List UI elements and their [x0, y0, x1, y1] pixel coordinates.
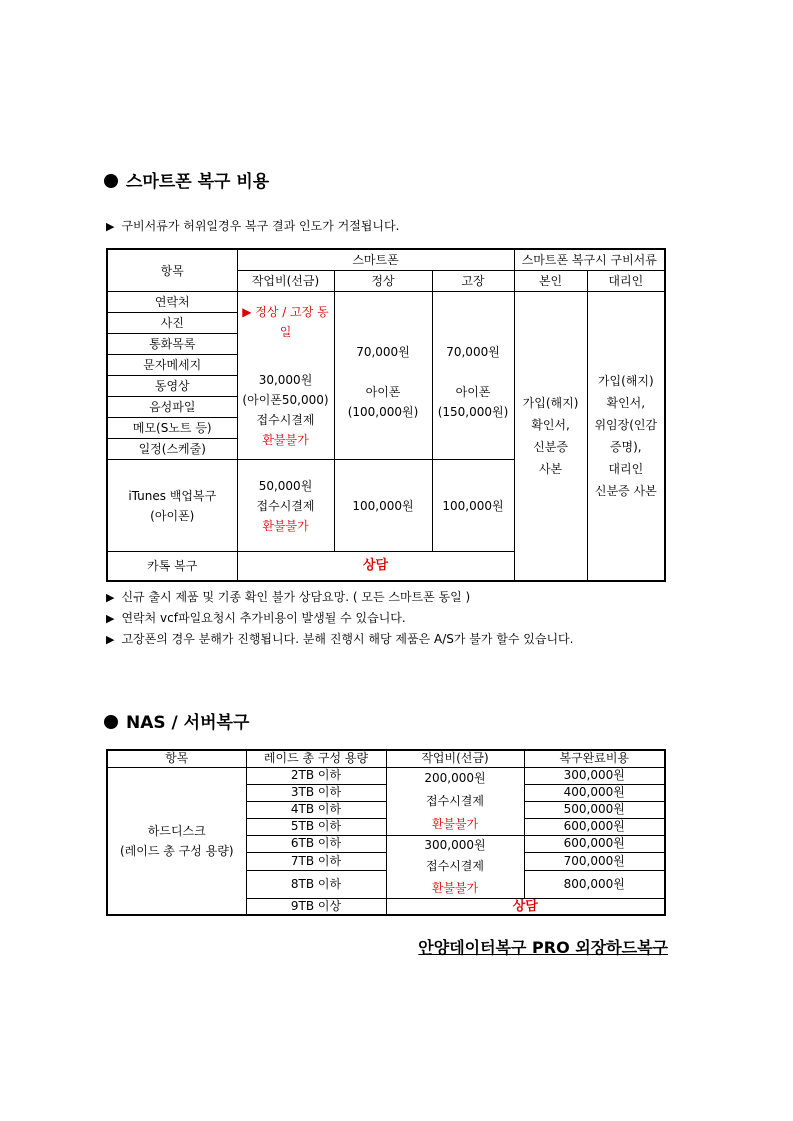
fee-group-2-norefund: 환불불가 — [431, 880, 479, 895]
fee-group-2-pay: 접수시결제 — [426, 858, 484, 873]
itunes-broken: 100,000원 — [432, 460, 514, 552]
capacity-5tb: 5TB 이하 — [246, 818, 386, 835]
capacity-9tb-value: 상담 — [386, 898, 665, 915]
agent-doc-line: 증명), — [609, 439, 642, 454]
nas-section-title: NAS / 서버복구 — [104, 713, 249, 733]
hdr-item: 항목 — [107, 249, 237, 292]
itunes-label: iTunes 백업복구 — [128, 488, 217, 503]
footer-title: 안양데이터복구 PRO 외장하드복구 — [418, 938, 668, 957]
smartphone-section-title: 스마트폰 복구 비용 — [104, 172, 269, 192]
sub-fee: 작업비(선금) — [237, 271, 334, 292]
fee-group-2-price: 300,000원 — [424, 837, 486, 852]
nas-cost-table — [106, 749, 666, 916]
broken-iphone-price: (150,000원) — [437, 404, 509, 419]
smartphone-note: ▶ 구비서류가 허위일경우 복구 결과 인도가 거절됩니다. — [106, 219, 400, 233]
bullet-dot-icon — [104, 174, 118, 188]
triangle-bullet-icon: ▶ — [106, 591, 115, 604]
fee-cell — [237, 292, 334, 460]
itunes-pay: 접수시결제 — [256, 498, 315, 513]
hdr-docs: 스마트폰 복구시 구비서류 — [514, 249, 665, 271]
item-photos: 사진 — [107, 313, 237, 334]
sub-broken: 고장 — [432, 271, 514, 292]
fee-iphone: (아이폰50,000) — [242, 392, 329, 407]
item-contacts: 연락처 — [107, 292, 237, 313]
itunes-normal: 100,000원 — [334, 460, 432, 552]
complete-2tb: 300,000원 — [524, 767, 665, 784]
fee-price: 30,000원 — [258, 372, 313, 387]
itunes-fee: 50,000원 — [258, 478, 313, 493]
fee-group-2 — [386, 835, 524, 898]
triangle-bullet-icon: ▶ — [106, 612, 115, 625]
nas-item-label: 하드디스크 — [147, 823, 206, 838]
nas-hdr-fee: 작업비(선금) — [386, 750, 524, 767]
sub-self: 본인 — [514, 271, 587, 292]
itunes-sub: (아이폰) — [150, 508, 195, 523]
capacity-8tb: 8TB 이하 — [246, 871, 386, 898]
capacity-2tb: 2TB 이하 — [246, 767, 386, 784]
fee-group-1-pay: 접수시결제 — [426, 794, 484, 808]
agent-doc-line: 신분증 사본 — [594, 483, 657, 498]
complete-7tb: 700,000원 — [524, 853, 665, 871]
bullet-dot-icon — [104, 715, 118, 729]
nas-hdr-capacity: 레이드 총 구성 용량 — [246, 750, 386, 767]
item-memo: 메모(S노트 등) — [107, 418, 237, 439]
normal-price: 70,000원 — [356, 344, 410, 359]
complete-8tb: 800,000원 — [524, 871, 665, 898]
fee-pay: 접수시결제 — [256, 412, 315, 427]
itunes-norefund: 환불불가 — [262, 518, 309, 533]
agent-doc-line: 가입(해지) — [597, 373, 654, 388]
fee-group-1 — [386, 767, 524, 835]
self-doc-line: 신분증 — [533, 439, 568, 454]
agent-doc-line: 대리인 — [608, 461, 644, 476]
complete-4tb: 500,000원 — [524, 801, 665, 818]
self-doc-line: 가입(해지) — [522, 395, 579, 410]
agent-doc-line: 위임장(인감 — [594, 417, 658, 432]
self-docs-cell — [514, 292, 587, 581]
capacity-4tb: 4TB 이하 — [246, 801, 386, 818]
complete-6tb: 600,000원 — [524, 835, 665, 853]
item-messages: 문자메세지 — [107, 355, 237, 376]
nas-item-cell — [107, 767, 246, 915]
kakao-label: 카톡 복구 — [107, 552, 237, 581]
hdr-smartphone: 스마트폰 — [237, 249, 514, 271]
fee-note: ▶ 정상 / 고장 동일 — [242, 304, 329, 339]
agent-doc-line: 확인서, — [606, 395, 646, 410]
fee-group-1-norefund: 환불불가 — [431, 817, 479, 831]
agent-docs-cell — [587, 292, 665, 581]
broken-cell — [432, 292, 514, 460]
broken-price: 70,000원 — [446, 344, 500, 359]
complete-3tb: 400,000원 — [524, 784, 665, 801]
normal-iphone-price: (100,000원) — [347, 404, 419, 419]
nas-hdr-complete: 복구완료비용 — [524, 750, 665, 767]
sub-agent: 대리인 — [587, 271, 665, 292]
item-voice: 음성파일 — [107, 397, 237, 418]
self-doc-line: 사본 — [538, 461, 563, 476]
kakao-value: 상담 — [237, 552, 514, 581]
item-call-log: 통화목록 — [107, 334, 237, 355]
broken-iphone-label: 아이폰 — [455, 384, 491, 399]
note-line-1: ▶ 신규 출시 제품 및 기종 확인 불가 상담요망. ( 모든 스마트폰 동일 ) — [106, 590, 471, 604]
triangle-bullet-icon: ▶ — [106, 220, 115, 233]
capacity-3tb: 3TB 이하 — [246, 784, 386, 801]
capacity-6tb: 6TB 이하 — [246, 835, 386, 853]
fee-group-1-price: 200,000원 — [424, 771, 486, 785]
itunes-item-cell — [107, 460, 237, 552]
capacity-9tb: 9TB 이상 — [246, 898, 386, 915]
complete-5tb: 600,000원 — [524, 818, 665, 835]
self-doc-line: 확인서, — [531, 417, 570, 432]
note-line-2: ▶ 연락처 vcf파일요청시 추가비용이 발생될 수 있습니다. — [106, 611, 406, 625]
triangle-bullet-icon: ▶ — [106, 633, 115, 646]
smartphone-cost-table — [106, 248, 666, 582]
note-line-3: ▶ 고장폰의 경우 분해가 진행됩니다. 분해 진행시 해당 제품은 A/S가 불가 할수 있습니다. — [106, 632, 574, 646]
normal-cell — [334, 292, 432, 460]
item-schedule: 일정(스케줄) — [107, 439, 237, 460]
itunes-fee-cell — [237, 460, 334, 552]
fee-norefund: 환불불가 — [262, 432, 309, 447]
sub-normal: 정상 — [334, 271, 432, 292]
item-video: 동영상 — [107, 376, 237, 397]
nas-hdr-item: 항목 — [107, 750, 246, 767]
normal-iphone-label: 아이폰 — [365, 384, 401, 399]
nas-item-sub: (레이드 총 구성 용량) — [119, 843, 234, 858]
capacity-7tb: 7TB 이하 — [246, 853, 386, 871]
